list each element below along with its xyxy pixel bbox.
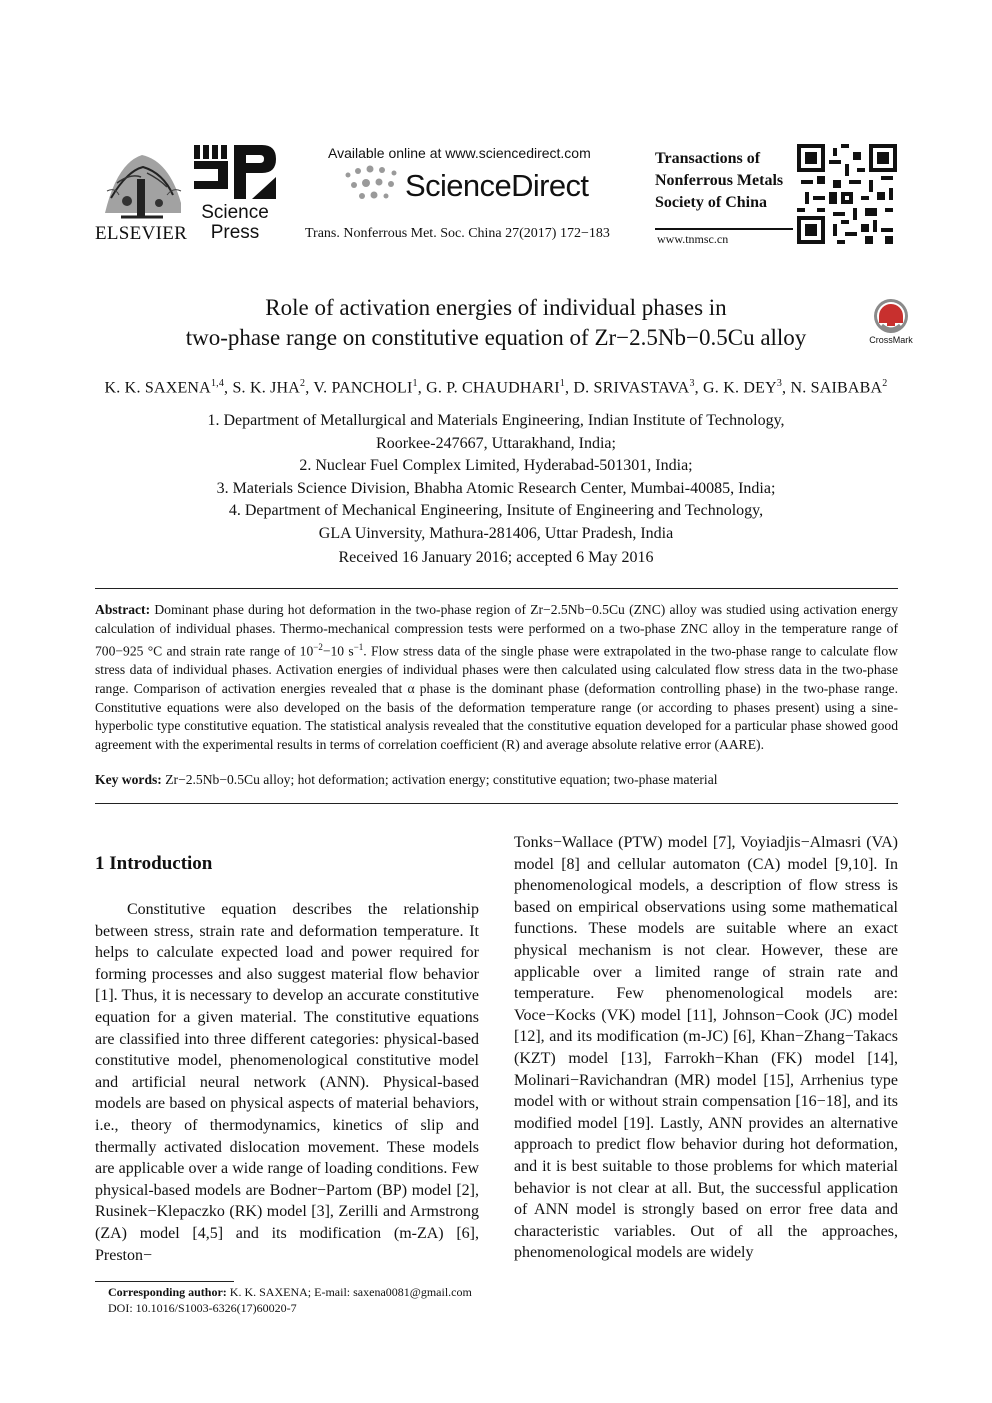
author-list: K. K. SAXENA$^{1,4}$, S. K. JHA$^2$, V. PANCHOLI$^1$, G. P. CHAUDHARI$^1$, D. SRIVASTAVA$^3$, G. K. DEY$^3$, N. SAIBABA$^2$ [104, 378, 888, 397]
corresponding-author-text: K. K. SAXENA; E-mail: saxena0081@gmail.com [229, 1285, 472, 1299]
author-name: D. SRIVASTAVA [573, 379, 690, 397]
abstract-bottom-rule [95, 803, 898, 804]
paper-title-line2: two-phase range on constitutive equation of Zr−2.5Nb−0.5Cu alloy [185, 325, 807, 350]
science-press-mark-icon [192, 143, 280, 201]
footnote [108, 1285, 472, 1316]
society-title-line1: Transactions of [655, 150, 761, 167]
qr-code-icon [797, 144, 897, 244]
sciencedirect-dots-icon [342, 165, 404, 205]
author-name: K. K. SAXENA [104, 379, 211, 397]
abstract-text-part3: . Flow stress data of the single phase were extrapolated in the two-phase range to calculate flow stress data of individual phases. Activation energies of individual phases were then calculated using calculated flow stress data in the two-phase range. Comparison of activation energies revealed that α phase is the dominant phase (deformation controlling phase) in the two-phase range. Constitutive equations were also developed on the basis of the deformation temperature range (or according to phases present) using a sine-hyperbolic type constitutive equation. The statistical analysis revealed that the constitutive equation developed for a particular phase showed good agreement with the experimental results in terms of correlation coefficient (R) and average absolute relative error (AARE). [95, 643, 899, 752]
available-online-text: Available online at www.sciencedirect.com [328, 145, 591, 161]
author-name: N. SAIBABA [790, 379, 883, 397]
author-name: G. P. CHAUDHARI [426, 379, 560, 397]
abstract-text-part1: Dominant phase during hot deformation in the two-phase region of Zr−2.5Nb−0.5Cu (ZNC) alloy was studied using activation energy calculation of individual phases. Thermo-mechanical compression tests were performed on a two-phase ZNC alloy in the temperature range of 700−925 °C and strain rate range of 10 [95, 602, 898, 659]
keywords-text: Zr−2.5Nb−0.5Cu alloy; hot deformation; activation energy; constitutive equation; two-phase material [165, 772, 718, 787]
society-masthead [655, 148, 793, 246]
right-column-text: Tonks−Wallace (PTW) model [7], Voyiadjis−Almasri (VA) model [8] and cellular automaton (CA) model [9,10]. In phenomenological models, a description of flow stress is based on empirical observations using some mathematical functions. These models are suitable where an exact physical mechanism is not clear. However, these are applicable over a limited range of strain rate and temperature. Few phenomenological models are: Voce−Kocks (VK) model [11], Johnson−Cook (JC) model [12], and its modification (m-JC) [6], Khan−Zhang−Takacs (KZT) model [13], Farrokh−Khan (FK) model [14], Molinari−Ravichandran (MR) model [15], Arrhenius type model with or without strain compensation [16−18], and its modified model [19]. Lastly, ANN provides an alternative approach to predict flow behavior during hot deformation, and it is best suitable to those problems for which material behavior is not clear at all. But, the successful application of ANN model is strongly based on error free data and characteristic variables. Out of all the approaches, phenomenological models are widely [514, 834, 898, 1262]
affiliation-line: GLA Uinversity, Mathura-281406, Uttar Pradesh, India [318, 524, 674, 542]
science-press-line1: Science [201, 202, 269, 223]
affiliation-line: 4. Department of Mechanical Engineering, Insitute of Engineering and Technology, [228, 502, 764, 519]
society-title-line2: Nonferrous Metals [655, 172, 784, 189]
crossmark-label: CrossMark [869, 335, 913, 345]
affiliation-line: Roorkee-247667, Uttarakhand, India; [376, 434, 616, 452]
abstract-label: Abstract: [95, 602, 151, 617]
affiliations [96, 410, 896, 545]
abstract-sup1: −2 [313, 642, 323, 653]
keywords-label: Key words: [95, 772, 162, 787]
section-heading-introduction: 1 Introduction [95, 853, 213, 874]
author-name: S. K. JHA [232, 379, 301, 397]
journal-reference: Trans. Nonferrous Met. Soc. China 27(2017) 172−183 [305, 226, 610, 241]
abstract-text-part2: −10 s [322, 643, 354, 659]
science-press-wordmark [192, 203, 278, 243]
paper-title-line1: Role of activation energies of individual phases in [265, 295, 727, 320]
crossmark-icon [868, 297, 914, 335]
keywords [95, 771, 898, 790]
left-column-text: Constitutive equation describes the relationship between stress, strain rate and deformation temperature. It helps to calculate expected load and power required for forming processes and also suggest material flow behavior [1]. Thus, it is necessary to develop an accurate constitutive equation for a given material. The constitutive equations are classified into three different categories: physical-based constitutive model, phenomenological constitutive model and artificial neural network (ANN). Physical-based models are based on physical aspects of material behaviors, i.e., theory of thermodynamics, kinetics of slip and thermally activated dislocation movement. These models are applicable over a wide range of loading conditions. Few physical-based models are Bodner−Partom (BP) model [2], Rusinek−Klepaczko (RK) model [3], Zerilli and Armstrong (ZA) model [4,5] and its modification (m-ZA) [6], Preston− [95, 901, 479, 1264]
affiliation-line: 3. Materials Science Division, Bhabha Atomic Research Center, Mumbai-40085, India; [216, 479, 776, 497]
author-affiliation-index: 3 [776, 378, 783, 389]
abstract-sup2: −1 [353, 642, 364, 653]
science-press-logo [192, 143, 282, 247]
author-affiliation-index: 2 [882, 378, 888, 389]
abstract [95, 601, 898, 754]
abstract-top-rule [95, 588, 898, 589]
crossmark-badge[interactable] [868, 297, 914, 349]
affiliation-line: 2. Nuclear Fuel Complex Limited, Hyderabad-501301, India; [299, 457, 693, 474]
paper-title [96, 293, 896, 353]
affiliation-line: 1. Department of Metallurgical and Materials Engineering, Indian Institute of Technology, [207, 412, 785, 429]
society-divider [655, 228, 793, 230]
author-affiliation-index: 3 [689, 378, 695, 389]
author-affiliation-index: 1 [412, 378, 418, 389]
society-url: www.tnmsc.cn [657, 232, 729, 246]
author-affiliation-index: 1,4 [210, 378, 225, 389]
author-affiliation-index: 1 [559, 378, 565, 389]
science-press-line2: Press [210, 222, 260, 243]
author-name: G. K. DEY [703, 379, 777, 397]
author-name: V. PANCHOLI [313, 379, 413, 397]
author-affiliation-index: 2 [300, 378, 306, 389]
elsevier-tree-icon [97, 143, 187, 223]
corresponding-author-label: Corresponding author: [108, 1285, 227, 1299]
corresponding-author [108, 1285, 472, 1301]
doi-line: DOI: 10.1016/S1003-6326(17)60020-7 [108, 1300, 297, 1315]
sciencedirect-wordmark: ScienceDirect [405, 168, 589, 203]
society-title-line3: Society of China [655, 194, 767, 211]
received-dates: Received 16 January 2016; accepted 6 May 2016 [338, 549, 654, 566]
footnote-rule [95, 1281, 234, 1282]
elsevier-logo [95, 143, 190, 245]
elsevier-wordmark: ELSEVIER [95, 223, 188, 244]
